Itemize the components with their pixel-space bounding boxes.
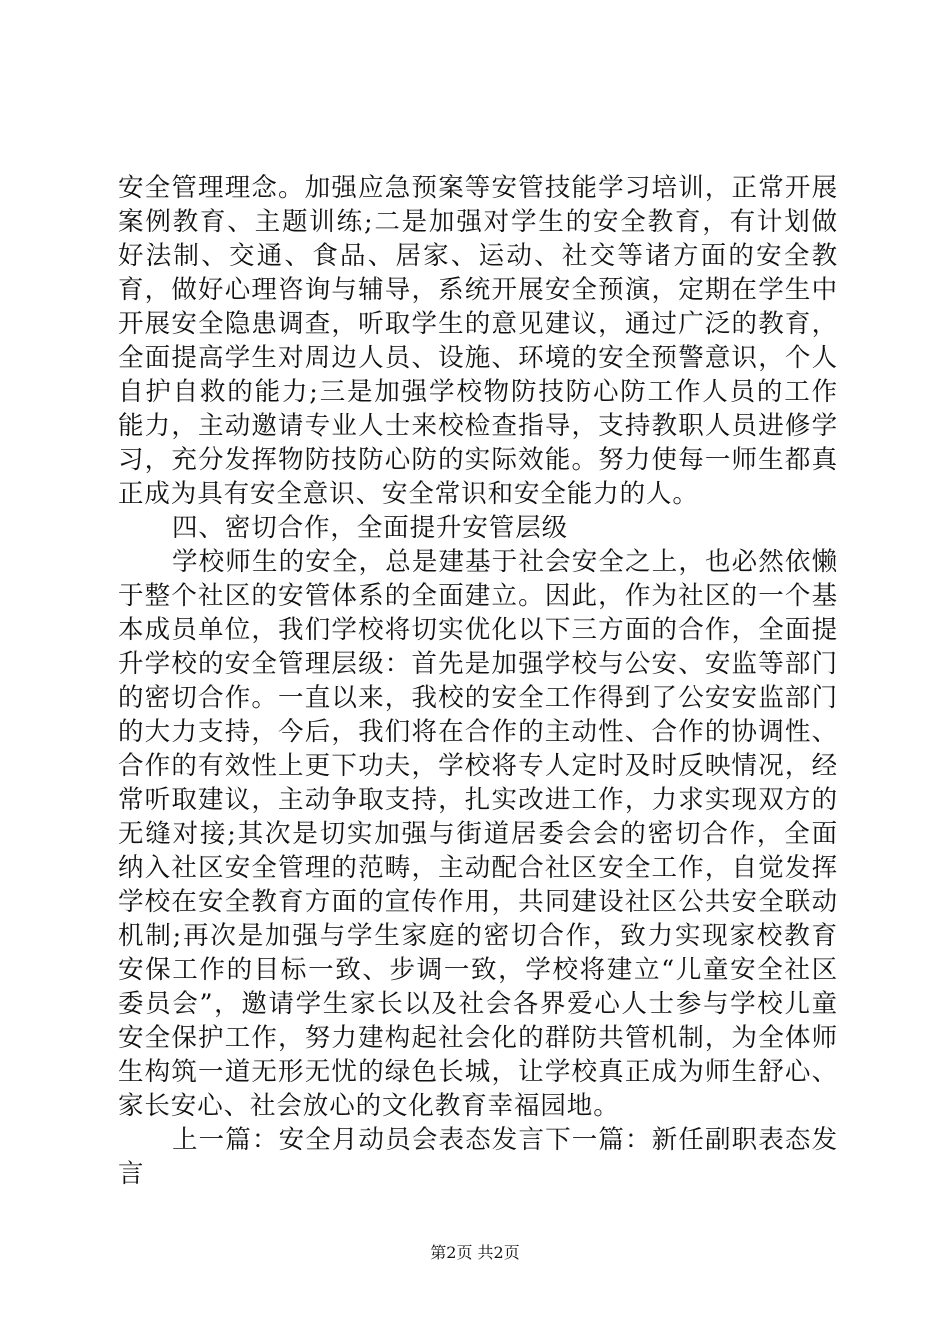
document-body <box>118 171 838 1191</box>
section-heading: 四、密切合作，全面提升安管层级 <box>172 513 569 543</box>
prev-next-navigation: 上一篇：安全月动员会表态发言下一篇：新任副职表态发言 <box>118 1125 838 1189</box>
body-paragraph-continued: 安全管理理念。加强应急预案等安管技能学习培训，正常开展案例教育、主题训练;二是加强对学生的安全教育，有计划做好法制、交通、食品、居家、运动、社交等诸方面的安全教育，做好心理咨询与辅导，系统开展安全预演，定期在学生中开展安全隐患调查，听取学生的意见建议，通过广泛的教育，全面提高学生对周边人员、设施、环境的安全预警意识，个人自护自救的能力;三是加强学校物防技防心防工作人员的工作能力，主动邀请专业人士来校检查指导，支持教职人员进修学习，充分发挥物防技防心防的实际效能。努力使每一师生都真正成为具有安全意识、安全常识和安全能力的人。 <box>118 173 838 509</box>
page-number-footer: 第2页 共2页 <box>430 1243 520 1262</box>
body-paragraph: 学校师生的安全，总是建基于社会安全之上，也必然依懒于整个社区的安管体系的全面建立。因此，作为社区的一个基本成员单位，我们学校将切实优化以下三方面的合作，全面提升学校的安全管理层级：首先是加强学校与公安、安监等部门的密切合作。一直以来，我校的安全工作得到了公安安监部门的大力支持，今后，我们将在合作的主动性、合作的协调性、合作的有效性上更下功夫，学校将专人定时及时反映情况，经常听取建议，主动争取支持，扎实改进工作，力求实现双方的无缝对接;其次是切实加强与街道居委会会的密切合作，全面纳入社区安全管理的范畴，主动配合社区安全工作，自觉发挥学校在安全教育方面的宣传作用，共同建设社区公共安全联动机制;再次是加强与学生家庭的密切合作，致力实现家校教育安保工作的目标一致、步调一致，学校将建立“儿童安全社区委员会”，邀请学生家长以及社会各界爱心人士参与学校儿童安全保护工作，努力建构起社会化的群防共管机制，为全体师生构筑一道无形无忧的绿色长城，让学校真正成为师生舒心、家长安心、社会放心的文化教育幸福园地。 <box>118 547 838 1121</box>
